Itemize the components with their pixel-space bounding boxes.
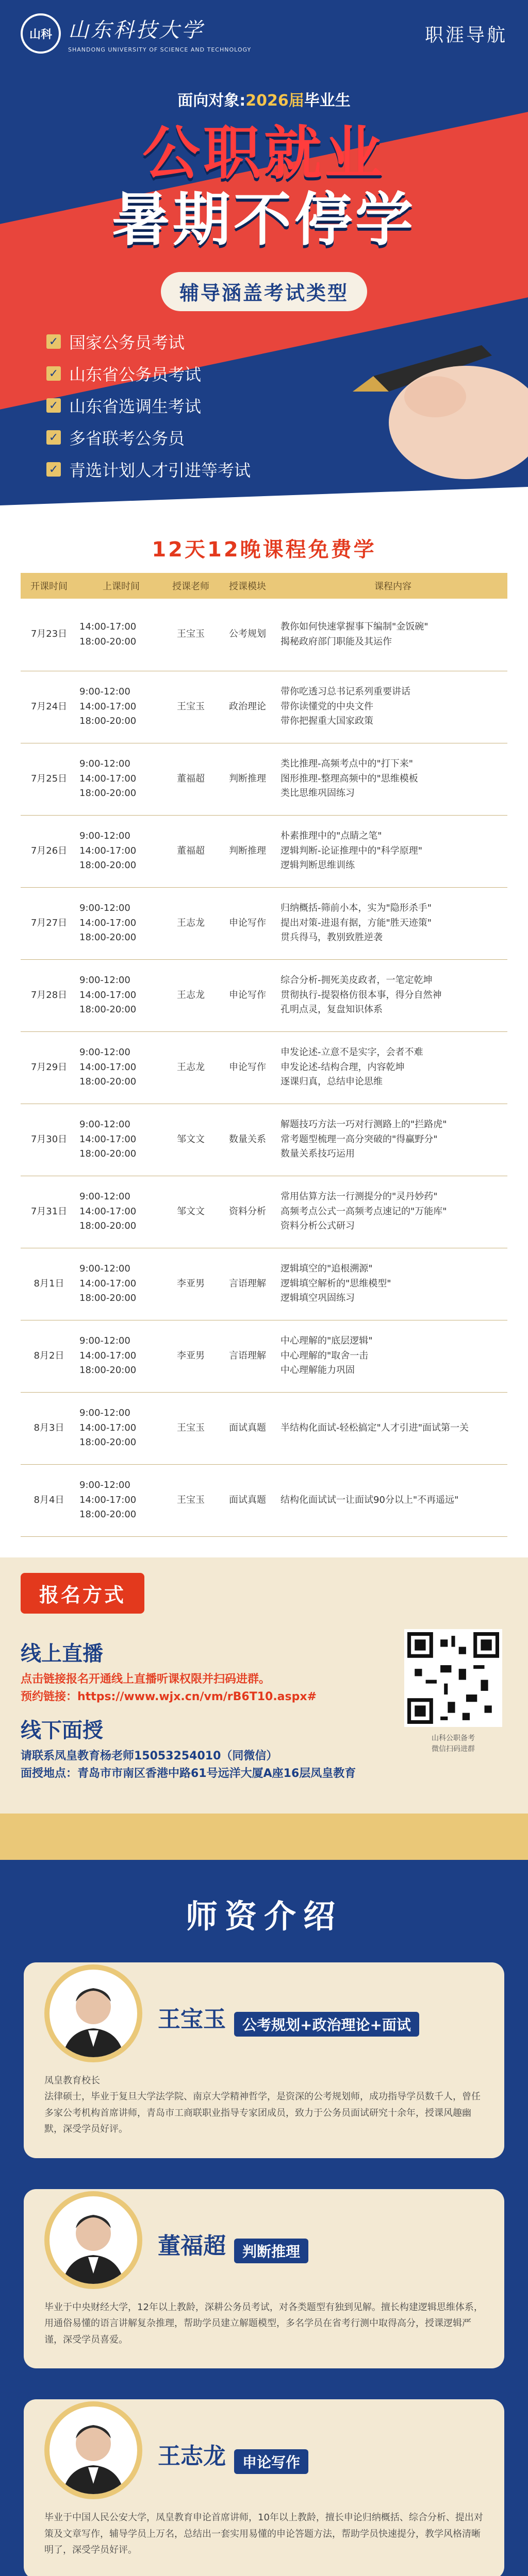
cell-module: 面试真题 bbox=[217, 1464, 278, 1536]
qr-code-icon[interactable] bbox=[404, 1629, 502, 1727]
teacher-avatar bbox=[44, 2401, 142, 2499]
exam-type-item: ✓ 青选计划人才引进等考试 bbox=[46, 457, 251, 481]
cell-date: 7月26日 bbox=[21, 815, 77, 887]
teacher-card bbox=[24, 1962, 504, 2158]
table-row bbox=[21, 743, 507, 815]
cell-module: 政治理论 bbox=[217, 671, 278, 743]
cell-topics: 常用估算方法一行测提分的"灵丹妙药" 高频考点公式一高频考点速记的"万能库" 资料分析公式研习 bbox=[278, 1176, 507, 1248]
cell-times: 9:00-12:00 14:00-17:00 18:00-20:00 bbox=[77, 1176, 165, 1248]
signup-section bbox=[0, 1557, 528, 1814]
table-row bbox=[21, 1104, 507, 1176]
cell-topics: 逻辑填空的"追根溯源" 逻辑填空解析的"思维模型" 逻辑填空巩固练习 bbox=[278, 1248, 507, 1320]
person-icon bbox=[52, 2412, 135, 2494]
cell-teacher: 邹文文 bbox=[165, 1104, 217, 1176]
cell-module: 判断推理 bbox=[217, 743, 278, 815]
cell-topics: 类比推理-高频考点中的"打下来" 图形推理-整理高频中的"思维模板 类比思维巩固练习 bbox=[278, 743, 507, 815]
col-header: 课程内容 bbox=[278, 573, 507, 599]
table-row bbox=[21, 1320, 507, 1392]
cell-times: 9:00-12:00 14:00-17:00 18:00-20:00 bbox=[77, 1464, 165, 1536]
course-schedule-table bbox=[21, 573, 507, 1537]
top-bar bbox=[0, 0, 528, 67]
cell-teacher: 董福超 bbox=[165, 815, 217, 887]
cell-module: 言语理解 bbox=[217, 1248, 278, 1320]
cell-teacher: 王宝玉 bbox=[165, 1392, 217, 1464]
university-seal-icon: 山科 bbox=[21, 13, 61, 54]
cell-teacher: 王宝玉 bbox=[165, 599, 217, 671]
table-row bbox=[21, 1176, 507, 1248]
cell-times: 9:00-12:00 14:00-17:00 18:00-20:00 bbox=[77, 1104, 165, 1176]
table-row bbox=[21, 671, 507, 743]
cell-date: 8月1日 bbox=[21, 1248, 77, 1320]
signup-tag: 报名方式 bbox=[21, 1573, 144, 1614]
university-logo bbox=[21, 13, 251, 54]
table-row bbox=[21, 599, 507, 671]
table-header-row bbox=[21, 573, 507, 599]
cell-module: 申论写作 bbox=[217, 1031, 278, 1104]
cell-teacher: 董福超 bbox=[165, 743, 217, 815]
cell-times: 9:00-12:00 14:00-17:00 18:00-20:00 bbox=[77, 1248, 165, 1320]
offline-address: 面授地点：青岛市市南区香港中路61号远洋大厦A座16层凤皇教育 bbox=[21, 1767, 356, 1780]
cell-times: 9:00-12:00 14:00-17:00 18:00-20:00 bbox=[77, 959, 165, 1031]
offline-contact: 请联系凤皇教育杨老师15053254010（同微信） bbox=[21, 1749, 278, 1762]
cell-date: 7月25日 bbox=[21, 743, 77, 815]
exam-type-item: ✓ 多省联考公务员 bbox=[46, 426, 251, 449]
cell-topics: 朴素推理中的"点睛之笔" 逻辑判断-论证推理中的"科学原理" 逻辑判断思维训练 bbox=[278, 815, 507, 887]
cell-date: 7月24日 bbox=[21, 671, 77, 743]
cell-date: 8月3日 bbox=[21, 1392, 77, 1464]
qr-caption: 山科公职备考 微信扫码进群 bbox=[432, 1734, 475, 1753]
hero-section bbox=[0, 0, 528, 518]
cell-teacher: 王宝玉 bbox=[165, 671, 217, 743]
check-icon: ✓ bbox=[46, 334, 61, 349]
cell-date: 8月4日 bbox=[21, 1464, 77, 1536]
col-header: 开课时间 bbox=[21, 573, 77, 599]
col-header: 授课模块 bbox=[217, 573, 278, 599]
cell-teacher: 王宝玉 bbox=[165, 1464, 217, 1536]
teacher-card bbox=[24, 2399, 504, 2576]
table-row bbox=[21, 815, 507, 887]
person-icon bbox=[52, 1975, 135, 2057]
teacher-bio: 凤皇教育校长 法律硕士，毕业于复旦大学法学院、南京大学精神哲学，是资深的公考规划师，成功指导学员数千人，曾任多家公考机构首席讲师，青岛市工商联职业指导专家团成员，致力于公务员面试研究十余年，授课风趣幽默，深受学员好评。 bbox=[44, 2075, 481, 2135]
cell-topics: 教你如何快速掌握事下编制"金饭碗" 揭秘政府部门职能及其运作 bbox=[278, 599, 507, 671]
teacher-bio: 毕业于中国人民公安大学，凤皇教育申论首席讲师，10年以上教龄，擅长申论归纳概括、综合分析、提出对策及文章写作，辅导学员上万名，总结出一套实用易懂的申论答题方法，帮助学员快速提分，教学风格清晰明了，深受学员好评。 bbox=[44, 2512, 483, 2556]
cell-date: 7月27日 bbox=[21, 887, 77, 959]
hero-title-line1: 公职就业 bbox=[142, 120, 386, 187]
cell-times: 9:00-12:00 14:00-17:00 18:00-20:00 bbox=[77, 887, 165, 959]
university-name: 山东科技大学 bbox=[68, 19, 204, 42]
online-heading: 线上直播 bbox=[21, 1641, 103, 1666]
teacher-subject-badge: 申论写作 bbox=[234, 2449, 308, 2474]
cell-topics: 带你吃透习总书记系列重要讲话 带你读懂党的中央文件 带你把握重大国家政策 bbox=[278, 671, 507, 743]
cell-date: 7月30日 bbox=[21, 1104, 77, 1176]
col-header: 上课时间 bbox=[77, 573, 165, 599]
cell-date: 7月23日 bbox=[21, 599, 77, 671]
offline-heading: 线下面授 bbox=[21, 1718, 103, 1742]
table-row bbox=[21, 887, 507, 959]
cell-times: 14:00-17:00 18:00-20:00 bbox=[77, 599, 165, 671]
table-body bbox=[21, 599, 507, 1536]
online-desc: 点击链接报名开通线上直播听课权限并扫码进群。 bbox=[21, 1672, 271, 1686]
cell-date: 7月29日 bbox=[21, 1031, 77, 1104]
hero-title-line2: 暑期不停学 bbox=[112, 186, 416, 253]
cell-module: 资料分析 bbox=[217, 1176, 278, 1248]
teacher-name: 董福超 bbox=[158, 2232, 226, 2259]
table-row bbox=[21, 1392, 507, 1464]
exam-types-pill: 辅导涵盖考试类型 bbox=[161, 272, 367, 311]
cell-date: 7月31日 bbox=[21, 1176, 77, 1248]
cell-times: 9:00-12:00 14:00-17:00 18:00-20:00 bbox=[77, 1392, 165, 1464]
teacher-subject-badge: 判断推理 bbox=[234, 2239, 308, 2263]
hand-with-pen-icon bbox=[311, 335, 528, 489]
cell-module: 判断推理 bbox=[217, 815, 278, 887]
cell-topics: 结构化面试试一让面试90分以上"不再遥远" bbox=[278, 1464, 507, 1536]
cell-topics: 申发论述-立意不是实字，会者不难 申发论述-结构合理，内容乾坤 逐课归真，总结申论思维 bbox=[278, 1031, 507, 1104]
cell-topics: 中心理解的"底层逻辑" 中心理解的"取舍一击 中心理解能力巩固 bbox=[278, 1320, 507, 1392]
hero-bottom-curve bbox=[0, 487, 528, 518]
col-header: 授课老师 bbox=[165, 573, 217, 599]
teacher-avatar bbox=[44, 2191, 142, 2289]
table-row bbox=[21, 1248, 507, 1320]
cell-teacher: 王志龙 bbox=[165, 1031, 217, 1104]
cell-module: 面试真题 bbox=[217, 1392, 278, 1464]
cell-times: 9:00-12:00 14:00-17:00 18:00-20:00 bbox=[77, 1320, 165, 1392]
table-row bbox=[21, 1464, 507, 1536]
cell-module: 数量关系 bbox=[217, 1104, 278, 1176]
course-title: 12天12晚课程免费学 bbox=[152, 538, 376, 562]
cell-date: 8月2日 bbox=[21, 1320, 77, 1392]
nav-title[interactable]: 职涯导航 bbox=[424, 24, 507, 46]
course-section bbox=[0, 518, 528, 1557]
teacher-name: 王宝玉 bbox=[158, 2006, 226, 2032]
cell-times: 9:00-12:00 14:00-17:00 18:00-20:00 bbox=[77, 1031, 165, 1104]
cell-module: 申论写作 bbox=[217, 959, 278, 1031]
teachers-section bbox=[0, 1860, 528, 2576]
cell-topics: 半结构化面试-轻松搞定"人才引进"面试第一关 bbox=[278, 1392, 507, 1464]
cell-module: 公考规划 bbox=[217, 599, 278, 671]
teacher-card bbox=[24, 2189, 504, 2369]
hero-title bbox=[0, 121, 528, 253]
teacher-avatar bbox=[44, 1964, 142, 2062]
cell-teacher: 李亚男 bbox=[165, 1248, 217, 1320]
teacher-subject-badge: 公考规划+政治理论+面试 bbox=[234, 2012, 419, 2037]
gold-divider bbox=[0, 1814, 528, 1860]
table-row bbox=[21, 1031, 507, 1104]
exam-types-list bbox=[46, 330, 251, 489]
cell-times: 9:00-12:00 14:00-17:00 18:00-20:00 bbox=[77, 815, 165, 887]
cell-times: 9:00-12:00 14:00-17:00 18:00-20:00 bbox=[77, 743, 165, 815]
cell-topics: 解题技巧方法一巧对行测路上的"拦路虎" 常考题型梳理一高分突破的"得赢野分" 数量关系技巧运用 bbox=[278, 1104, 507, 1176]
cell-module: 言语理解 bbox=[217, 1320, 278, 1392]
exam-type-item: ✓ 国家公务员考试 bbox=[46, 330, 251, 353]
teacher-name: 王志龙 bbox=[158, 2443, 226, 2470]
exam-type-item: ✓ 山东省公务员考试 bbox=[46, 362, 251, 385]
check-icon: ✓ bbox=[46, 462, 61, 477]
check-icon: ✓ bbox=[46, 366, 61, 381]
check-icon: ✓ bbox=[46, 430, 61, 445]
teachers-title: 师资介绍 bbox=[185, 1897, 342, 1935]
cell-topics: 综合分析-拥死美皮政者，一笔定乾坤 贯彻执行-提裂格仿很本事，得分自然神 孔明点灵，复盘知识体系 bbox=[278, 959, 507, 1031]
teacher-bio: 毕业于中央财经大学，12年以上教龄，深耕公务员考试，对各类题型有独到见解。擅长构建逻辑思维体系，用通俗易懂的语言讲解复杂推理，帮助学员建立解题模型，多名学员在省考行测中取得高分，授课逻辑严谨，深受学员喜爱。 bbox=[44, 2301, 483, 2345]
cell-teacher: 王志龙 bbox=[165, 887, 217, 959]
table-row bbox=[21, 959, 507, 1031]
university-name-en: SHANDONG UNIVERSITY OF SCIENCE AND TECHNOLOGY bbox=[68, 46, 252, 53]
target-audience: 面向对象:2026届毕业生 bbox=[177, 92, 351, 110]
cell-teacher: 邹文文 bbox=[165, 1176, 217, 1248]
cell-module: 申论写作 bbox=[217, 887, 278, 959]
cell-teacher: 王志龙 bbox=[165, 959, 217, 1031]
cell-topics: 归纳概括-筛前小本，实为"隐形杀手" 提出对策-进退有据，方能"胜天迹策" 贯兵得马，教别致胜逆袭 bbox=[278, 887, 507, 959]
person-icon bbox=[52, 2201, 135, 2284]
cell-date: 7月28日 bbox=[21, 959, 77, 1031]
signup-link[interactable]: 预约链接：https://www.wjx.cn/vm/rB6T10.aspx# bbox=[21, 1690, 317, 1703]
cell-times: 9:00-12:00 14:00-17:00 18:00-20:00 bbox=[77, 671, 165, 743]
exam-type-item: ✓ 山东省选调生考试 bbox=[46, 394, 251, 417]
cell-teacher: 李亚男 bbox=[165, 1320, 217, 1392]
check-icon: ✓ bbox=[46, 398, 61, 413]
